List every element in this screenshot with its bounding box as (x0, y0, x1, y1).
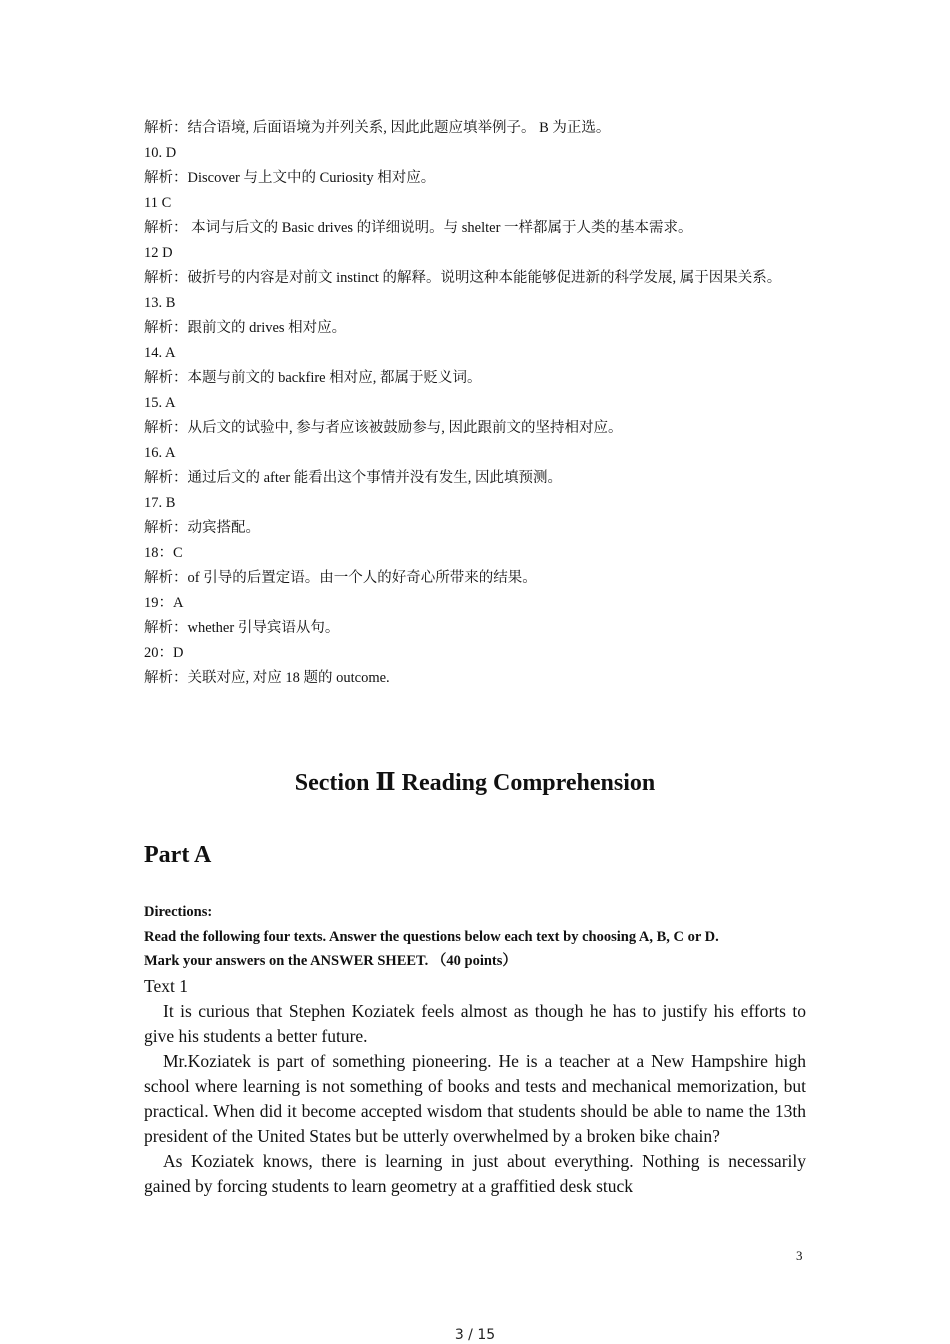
page-counter: 3 / 15 (454, 1327, 496, 1343)
answer-line: 11 C (144, 195, 172, 211)
answer-line: 解析：Discover 与上文中的 Curiosity 相对应。 (144, 170, 436, 186)
answer-line: 13. B (144, 294, 176, 311)
part-title: Part A (144, 842, 212, 868)
text-label: Text 1 (144, 976, 188, 996)
section-title: Section Ⅱ Reading Comprehension (294, 770, 656, 796)
answer-line: 解析：从后文的试验中, 参与者应该被鼓励参与, 因此跟前文的坚持相对应。 (144, 419, 623, 436)
answer-line: 解析：跟前文的 drives 相对应。 (144, 319, 347, 336)
page-number: 3 (796, 1248, 803, 1263)
answer-line: 解析：关联对应, 对应 18 题的 outcome. (144, 669, 390, 686)
paragraph: It is curious that Stephen Koziatek feels almost as though he has to justify his efforts to give his students a better future. (144, 1001, 806, 1046)
answer-line: 16. A (144, 444, 176, 461)
answer-explanations (144, 116, 806, 691)
answer-line: 解析：of 引导的后置定语。由一个人的好奇心所带来的结果。 (144, 569, 537, 586)
answer-line: 12 D (144, 245, 173, 261)
answer-line: 解析：结合语境, 后面语境为并列关系, 因此此题应填举例子。 B 为正选。 (144, 120, 611, 136)
paragraph: As Koziatek knows, there is learning in just about everything. Nothing is necessarily gained by forcing students to learn geometry at a graffitied desk stuck (144, 1151, 806, 1196)
reading-text (144, 974, 806, 1199)
answer-line: 解析：通过后文的 after 能看出这个事情并没有发生, 因此填预测。 (144, 469, 563, 486)
directions-line: Mark your answers on the ANSWER SHEET. （40 points） (144, 953, 517, 969)
answer-line: 18：C (144, 544, 183, 561)
directions (144, 900, 814, 974)
answer-line: 解析：动宾搭配。 (144, 519, 260, 536)
answer-line: 20：D (144, 644, 184, 661)
answer-line: 19：A (144, 594, 184, 611)
answer-line: 17. B (144, 494, 176, 511)
answer-line: 解析：破折号的内容是对前文 instinct 的解释。说明这种本能能够促进新的科学发展, 属于因果关系。 (144, 270, 782, 286)
directions-label: Directions: (144, 904, 213, 920)
answer-line: 15. A (144, 394, 176, 411)
answer-line: 解析： 本词与后文的 Basic drives 的详细说明。与 shelter 一样都属于人类的基本需求。 (144, 220, 693, 236)
paragraph: Mr.Koziatek is part of something pioneering. He is a teacher at a New Hampshire high school where learning is not something of books and tests and mechanical memorization, but practical. When did it become accepted wisdom that students should be able to name the 13th president of the United States but be utterly overwhelmed by a broken bike chain? (144, 1051, 806, 1146)
directions-line: Read the following four texts. Answer the questions below each text by choosing A, B, C or D. (144, 928, 719, 945)
answer-line: 14. A (144, 344, 176, 361)
answer-line: 10. D (144, 145, 177, 161)
answer-line: 解析：whether 引导宾语从句。 (144, 619, 340, 636)
answer-line: 解析：本题与前文的 backfire 相对应, 都属于贬义词。 (144, 369, 482, 386)
